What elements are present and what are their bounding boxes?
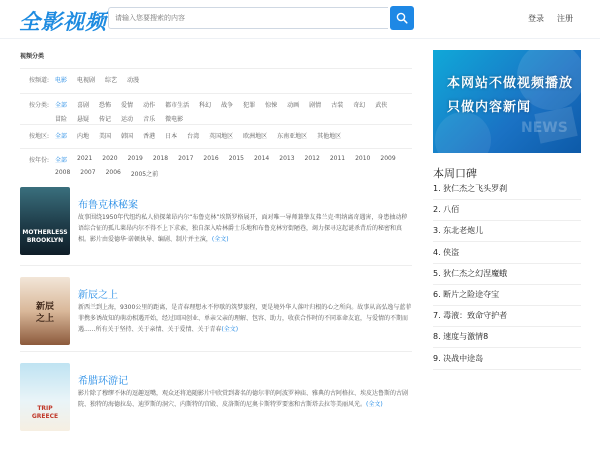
filter-option[interactable]: 2010 (355, 155, 371, 162)
filter-option[interactable]: 2015 (228, 155, 244, 162)
login-link[interactable]: 登录 (528, 14, 544, 23)
filter-option[interactable]: 香港 (143, 133, 156, 140)
poster-text: 新辰 (35, 302, 54, 312)
filter-option[interactable]: 爱情 (121, 102, 134, 109)
ad-watermark: NEWS (521, 120, 568, 136)
filter-option[interactable]: 动作 (143, 102, 156, 109)
read-more-link[interactable]: (全文) (366, 401, 383, 408)
filter-label: 按频道: (29, 77, 50, 84)
poster-text: TRIP (37, 405, 53, 412)
filter-option[interactable]: 全部 (55, 102, 68, 109)
filter-option[interactable]: 战争 (221, 102, 234, 109)
filter-option[interactable]: 悬疑 (77, 116, 90, 123)
filter-option[interactable]: 武侠 (375, 102, 388, 109)
movie-title[interactable]: 布鲁克林秘案 (78, 200, 138, 211)
filter-option[interactable]: 2019 (127, 155, 143, 162)
ranking-item[interactable]: 7. 毒液：致命守护者 (433, 305, 581, 327)
filter-option[interactable]: 惊悚 (265, 102, 278, 109)
filter-option[interactable]: 2011 (329, 155, 346, 162)
movie-item (20, 176, 412, 256)
ranking-item[interactable]: 1. 狄仁杰之飞头罗刹 (433, 178, 581, 200)
filter-option[interactable]: 2017 (178, 155, 194, 162)
filter-option[interactable]: 音乐 (143, 116, 156, 123)
filter-label: 按分类: (29, 102, 50, 109)
filter-row (20, 93, 412, 123)
register-link[interactable]: 注册 (557, 14, 573, 23)
filter-option[interactable]: 东南亚地区 (277, 133, 308, 140)
movie-description-text: 新西兰到上海，9300公里的距离，是青春理想永不停歇的筑梦旅程，更是境外华人落叶归根的心之所向。故事从高弘逸与蓝菲菲携多诱故知的萌动相遇开始，经过回国创业、单亲父亲的理解、包容、助力，收获合作时的不同革命友谊，与爱情的不期而遇......所有关于坚持、关于亲情、关于爱情、关于青春 (78, 304, 412, 333)
poster-text: BROOKLYN (26, 237, 64, 244)
filter-option[interactable]: 韩国 (121, 133, 134, 140)
movie-title[interactable]: 新辰之上 (78, 290, 118, 301)
filter-option[interactable]: 全部 (55, 133, 68, 140)
filter-option[interactable]: 动漫 (127, 77, 140, 84)
filter-option[interactable]: 犯罪 (243, 102, 256, 109)
filter-option[interactable]: 全部 (55, 157, 68, 164)
filter-title: 视频分类 (20, 53, 45, 60)
filter-option[interactable]: 传记 (99, 116, 112, 123)
filter-option[interactable]: 2018 (152, 155, 169, 162)
ranking-item[interactable]: 5. 狄仁杰之幻涅魔蛾 (433, 263, 581, 285)
movie-poster[interactable] (20, 187, 70, 255)
ranking-title: 本周口碑 (433, 167, 477, 180)
filter-option[interactable]: 2021 (77, 155, 93, 162)
search-button[interactable] (390, 6, 414, 30)
filter-options (55, 75, 405, 84)
filter-label: 按地区: (29, 133, 50, 140)
filter-option[interactable]: 综艺 (105, 77, 118, 84)
movie-title[interactable]: 希腊环游记 (78, 376, 128, 387)
filter-option[interactable]: 电影 (55, 77, 68, 84)
movie-poster[interactable] (20, 363, 70, 431)
filter-option[interactable]: 2014 (253, 155, 270, 162)
filter-option[interactable]: 台湾 (187, 133, 200, 140)
filter-option[interactable]: 2005之前 (130, 171, 159, 178)
filter-option[interactable]: 古装 (331, 102, 344, 109)
movie-item (20, 265, 412, 346)
ranking-item[interactable]: 4. 侠盗 (433, 242, 581, 264)
movie-description-text: 影片除了穆缪不休的逗趣逗嘴，观众还将追随影片中欣赏到著名的德尔菲的阿波罗神庙、雅典的古阿格拉、埃皮达鲁斯的古剧院、独特的海德拉岛、迪罗斯的洞穴、内斯特的宫殿、皮洛斯的尼奥卡斯特罗要塞和古斯塔去拉等美丽风光。 (78, 390, 409, 408)
filter-option[interactable]: 2012 (304, 155, 320, 162)
movie-poster[interactable] (20, 277, 70, 345)
filter-row (20, 148, 412, 178)
filter-option[interactable]: 都市生活 (165, 102, 190, 109)
filter-option[interactable]: 美国 (99, 133, 112, 140)
filter-option[interactable]: 微电影 (165, 116, 184, 123)
site-logo[interactable]: 全影视频 (19, 10, 107, 34)
poster-text: 之上 (35, 314, 54, 324)
filter-option[interactable]: 剧情 (309, 102, 322, 109)
filter-option[interactable]: 冒险 (55, 116, 68, 123)
filter-option[interactable]: 2006 (105, 169, 121, 176)
filter-option[interactable]: 恐怖 (99, 102, 112, 109)
filter-option[interactable]: 动画 (287, 102, 300, 109)
ad-line-2: 只做内容新闻 (447, 100, 532, 115)
ranking-item[interactable]: 8. 速度与激情8 (433, 326, 581, 348)
read-more-link[interactable]: (全文) (211, 236, 229, 243)
ad-line-1: 本网站不做视频播放 (447, 76, 574, 91)
movie-description (78, 212, 412, 245)
filter-option[interactable]: 电视剧 (77, 77, 96, 84)
ranking-item[interactable]: 3. 东北老炮儿 (433, 220, 581, 242)
ranking-item[interactable]: 6. 断片之险途夺宝 (433, 284, 581, 306)
filter-option[interactable]: 日本 (165, 133, 178, 140)
movie-description (78, 302, 412, 335)
filter-option[interactable]: 2008 (55, 169, 71, 176)
filter-options (55, 100, 405, 123)
filter-option[interactable]: 2009 (380, 155, 396, 162)
movie-description-text: 故事围绕1950年代纽约私人侦探莱昂内尔“布鲁克林”埃斯罗格展开，面对唯一导师兼挚友弗兰克·明纳离奇遇害，身患抽动秽语综合征的孤儿莱昂内尔不得不上下求索，独自深入哈林爵士乐地和布鲁克林穷街陋巷，竭力探寻这起谜杀背后的秘密和真相。影片由爱德华·诺顿执导、编剧、制片并主演， (78, 214, 408, 243)
movie-description (78, 388, 412, 410)
filter-option[interactable]: 其他地区 (317, 133, 342, 140)
filter-option[interactable]: 喜剧 (77, 102, 90, 109)
header (0, 0, 600, 38)
movie-item (20, 351, 412, 432)
filter-label: 按年份: (29, 157, 50, 164)
filter-option[interactable]: 奇幻 (353, 102, 366, 109)
ranking-item[interactable]: 2. 八佰 (433, 199, 581, 221)
filter-option[interactable]: 科幻 (199, 102, 212, 109)
filter-row (20, 124, 412, 140)
filter-option[interactable]: 内地 (77, 133, 90, 140)
search-input[interactable] (108, 7, 388, 29)
filter-options (55, 155, 405, 178)
filter-option[interactable]: 2013 (279, 155, 295, 162)
filter-row (20, 68, 412, 84)
filter-option[interactable]: 2016 (203, 155, 219, 162)
ad-banner[interactable] (433, 50, 581, 153)
poster-text: MOTHERLESS (22, 229, 68, 236)
search-icon (396, 12, 408, 24)
header-divider (0, 38, 600, 39)
filter-options (55, 131, 405, 140)
filter-option[interactable]: 英国地区 (209, 133, 234, 140)
poster-text: GREECE (31, 413, 59, 420)
read-more-link[interactable]: (全文) (221, 326, 239, 333)
filter-option[interactable]: 欧洲地区 (243, 133, 268, 140)
ranking-item[interactable]: 9. 决战中途岛 (433, 348, 581, 370)
filter-option[interactable]: 2007 (80, 169, 96, 176)
filter-option[interactable]: 2020 (102, 155, 118, 162)
filter-option[interactable]: 运动 (121, 116, 134, 123)
